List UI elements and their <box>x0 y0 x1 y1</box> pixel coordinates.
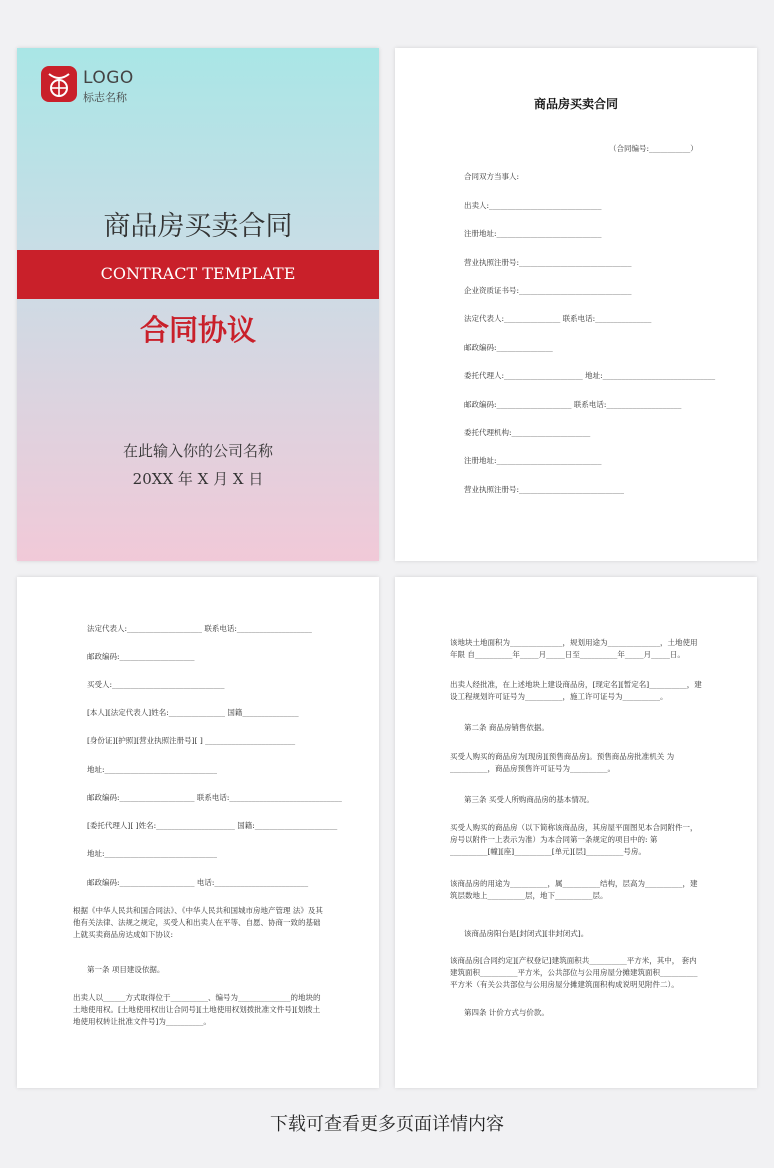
company-name: 在此输入你的公司名称 <box>122 442 273 460</box>
form-line: [本人][法定代表人]姓名:_______________ 国籍_______________ <box>87 708 299 717</box>
form-line: 买受人:______________________________ <box>87 680 225 689</box>
form-line: 地址:______________________________ <box>87 765 218 774</box>
clause-title: 第四条 计价方式与价款。 <box>464 1008 549 1017</box>
form-line: 注册地址:____________________________ <box>464 229 602 238</box>
paragraph: 出卖人以______方式取得位于__________、编号为______________的地块的土地使用权。[土地使用权出让合同号][土地使用权划拨批准文件号][划拨土地使用权转让批准文件号]为__________。 <box>73 993 321 1026</box>
form-line: 注册地址:____________________________ <box>464 456 602 465</box>
cover-date: 20XX 年 X 月 X 日 <box>132 470 264 488</box>
contract-number: （合同编号:___________） <box>609 144 698 153</box>
doc-title: 商品房买卖合同 <box>533 97 618 111</box>
form-line: 营业执照注册号:____________________________ <box>464 485 625 494</box>
contract-page-3 <box>395 577 757 1088</box>
paragraph: 该地块土地面积为______________，规划用途为______________，土地使用年限 自__________年_____月_____日至__________年_____月_____日。 <box>450 638 698 659</box>
contract-page-2 <box>17 577 379 1088</box>
form-line: 营业执照注册号:______________________________ <box>464 258 632 267</box>
clause-title: 第一条 项目建设依据。 <box>87 965 165 974</box>
paragraph: 该商品房的用途为__________，属__________结构，层高为__________，建筑层数地上__________层，地下__________层。 <box>450 879 698 900</box>
cover-title: 商品房买卖合同 <box>103 211 293 242</box>
form-line: 合同双方当事人: <box>464 172 520 181</box>
form-line: 法定代表人:_______________ 联系电话:_______________ <box>464 314 652 323</box>
form-line: 委托代理机构:_____________________ <box>464 428 591 437</box>
form-line: [委托代理人][ ]姓名:_____________________ 国籍:______________________ <box>87 821 338 830</box>
logo-subtitle: 标志名称 <box>83 91 127 104</box>
form-line: 邮政编码:____________________ 联系电话:____________________ <box>464 400 682 409</box>
cover-page <box>17 48 379 561</box>
clause-title: 第二条 商品房销售依据。 <box>464 723 549 732</box>
form-line: 企业资质证书号:______________________________ <box>464 286 632 295</box>
paragraph: 根据《中华人民共和国合同法》、《中华人民共和国城市房地产管理 法》及其他有关法律、法规之规定，买受人和出卖人在平等、自愿、协商一致的基础上就买卖商品房达成如下协议: <box>73 906 323 939</box>
paragraph: 买受人购买的商品房为[现房][预售商品房]。预售商品房批准机关 为__________，商品房预售许可证号为__________。 <box>450 752 675 773</box>
form-line: 委托代理人:_____________________ 地址:______________________________ <box>464 371 716 380</box>
clause-title: 第三条 买受人所购商品房的基本情况。 <box>464 795 594 804</box>
logo-icon <box>41 66 77 102</box>
paragraph: 出卖人经批准，在上述地块上建设商品房，[现定名][暂定名]__________，建设工程规划许可证号为__________，施工许可证号为__________。 <box>450 680 702 701</box>
form-line: [身份证][护照][营业执照注册号][ ] ________________________ <box>87 736 296 745</box>
form-line: 地址:______________________________ <box>87 849 218 858</box>
form-line: 邮政编码:____________________ 电话:_________________________ <box>87 878 309 887</box>
footer-caption: 下载可查看更多页面详情内容 <box>270 1114 504 1135</box>
form-line: 法定代表人:____________________ 联系电话:____________________ <box>87 624 312 633</box>
paragraph: 该商品房阳台是[封闭式][非封闭式]。 <box>464 929 589 938</box>
paragraph: 买受人购买的商品房（以下简称该商品房，其房屋平面图见本合同附件一，房号以附件一上表示为准）为本合同第一条规定的项目中的: 第__________[幢][座]__________[单元][层]__________号房。 <box>450 823 698 856</box>
form-line: 邮政编码:_______________ <box>464 343 553 352</box>
form-line: 邮政编码:____________________ <box>87 652 195 661</box>
contract-page-1 <box>395 48 757 561</box>
cover-subtitle: 合同协议 <box>139 313 256 347</box>
logo-text: LOGO <box>83 68 134 88</box>
paragraph: 该商品房[合同约定][产权登记]建筑面积共__________平方米，其中， 套内建筑面积__________平方米，公共部位与公用房屋分摊建筑面积__________平方米（有关公共部位与公用房屋分摊建筑面积构成说明见附件二）。 <box>450 956 698 989</box>
form-line: 出卖人:______________________________ <box>464 201 602 210</box>
band-text: CONTRACT TEMPLATE <box>100 264 296 283</box>
form-line: 邮政编码:____________________ 联系电话:______________________________ <box>87 793 342 802</box>
